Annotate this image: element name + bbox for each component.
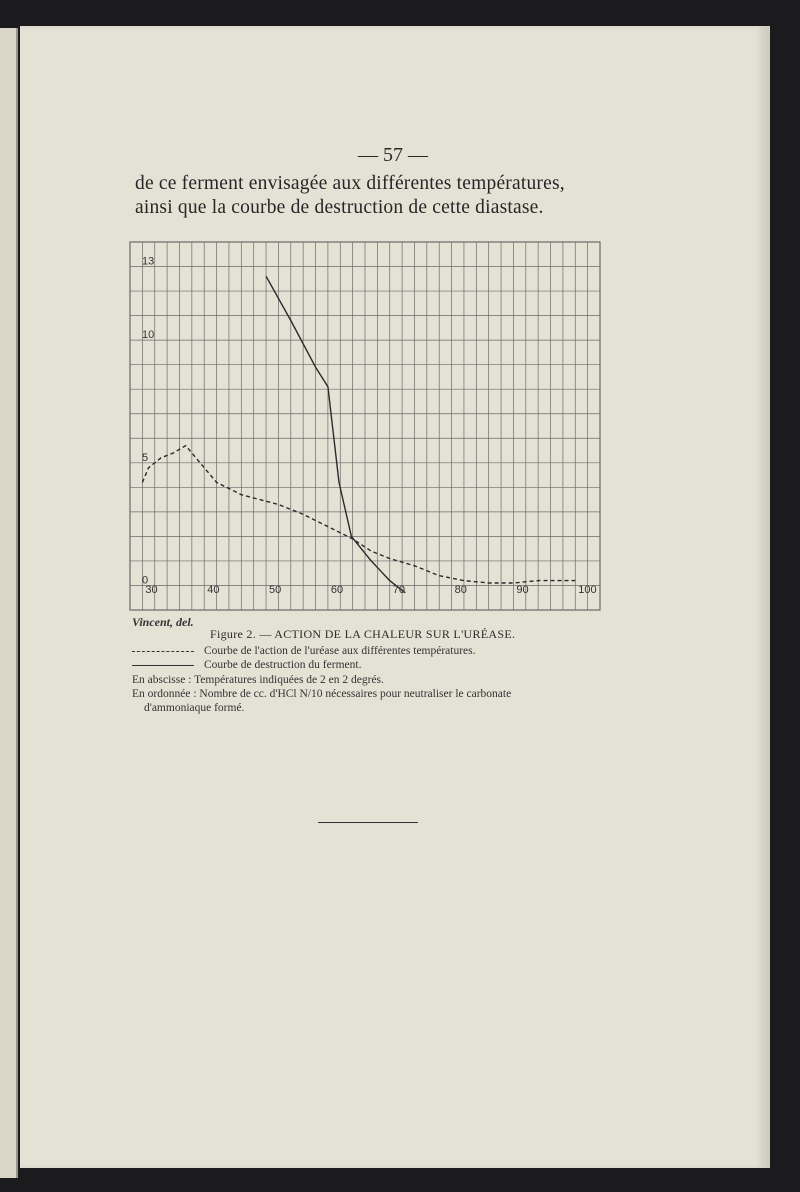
adjacent-page-edge	[0, 28, 18, 1178]
legend-solid	[132, 659, 361, 671]
y-tick-label: 0	[142, 574, 149, 587]
x-tick-label: 60	[330, 583, 344, 596]
legend-dashed-swatch	[132, 651, 194, 652]
x-tick-label: 70	[392, 583, 405, 596]
legend-dashed-text: Courbe de l'action de l'uréase aux différentes températures.	[204, 645, 476, 657]
figure-credit: Vincent, del.	[132, 615, 194, 629]
x-tick-label: 50	[269, 583, 282, 596]
book-page	[20, 26, 770, 1168]
abscissa-note: En abscisse : Températures indiquées de 2 en 2 degrés.	[132, 674, 384, 686]
y-tick-label: 5	[142, 451, 149, 464]
legend-solid-text: Courbe de destruction du ferment.	[204, 659, 362, 671]
legend-solid-swatch	[132, 665, 194, 666]
x-tick-label: 30	[145, 583, 158, 596]
page-number: — 57 —	[358, 144, 428, 166]
x-tick-label: 100	[578, 583, 597, 596]
x-tick-label: 80	[454, 583, 467, 596]
urease-heat-chart	[128, 240, 604, 612]
intro-line-2: ainsi que la courbe de destruction de cette diastase.	[135, 197, 544, 218]
figure-caption: Figure 2. — ACTION DE LA CHALEUR SUR L'URÉASE.	[210, 627, 516, 641]
ordinate-note: En ordonnée : Nombre de cc. d'HCl N/10 nécessaires pour neutraliser le carbonate	[132, 688, 512, 700]
y-tick-label: 10	[142, 329, 155, 342]
series-destruction-line	[266, 276, 405, 593]
ordinate-note-cont: d'ammoniaque formé.	[144, 702, 245, 714]
intro-paragraph	[135, 172, 605, 220]
intro-line-1: de ce ferment envisagée aux différentes températures,	[135, 173, 565, 194]
series-urease-action-line	[142, 446, 575, 583]
y-tick-label: 13	[142, 255, 155, 268]
x-tick-label: 40	[207, 583, 220, 596]
section-rule	[318, 822, 418, 823]
x-tick-label: 90	[516, 583, 529, 596]
legend-dashed	[132, 645, 476, 657]
